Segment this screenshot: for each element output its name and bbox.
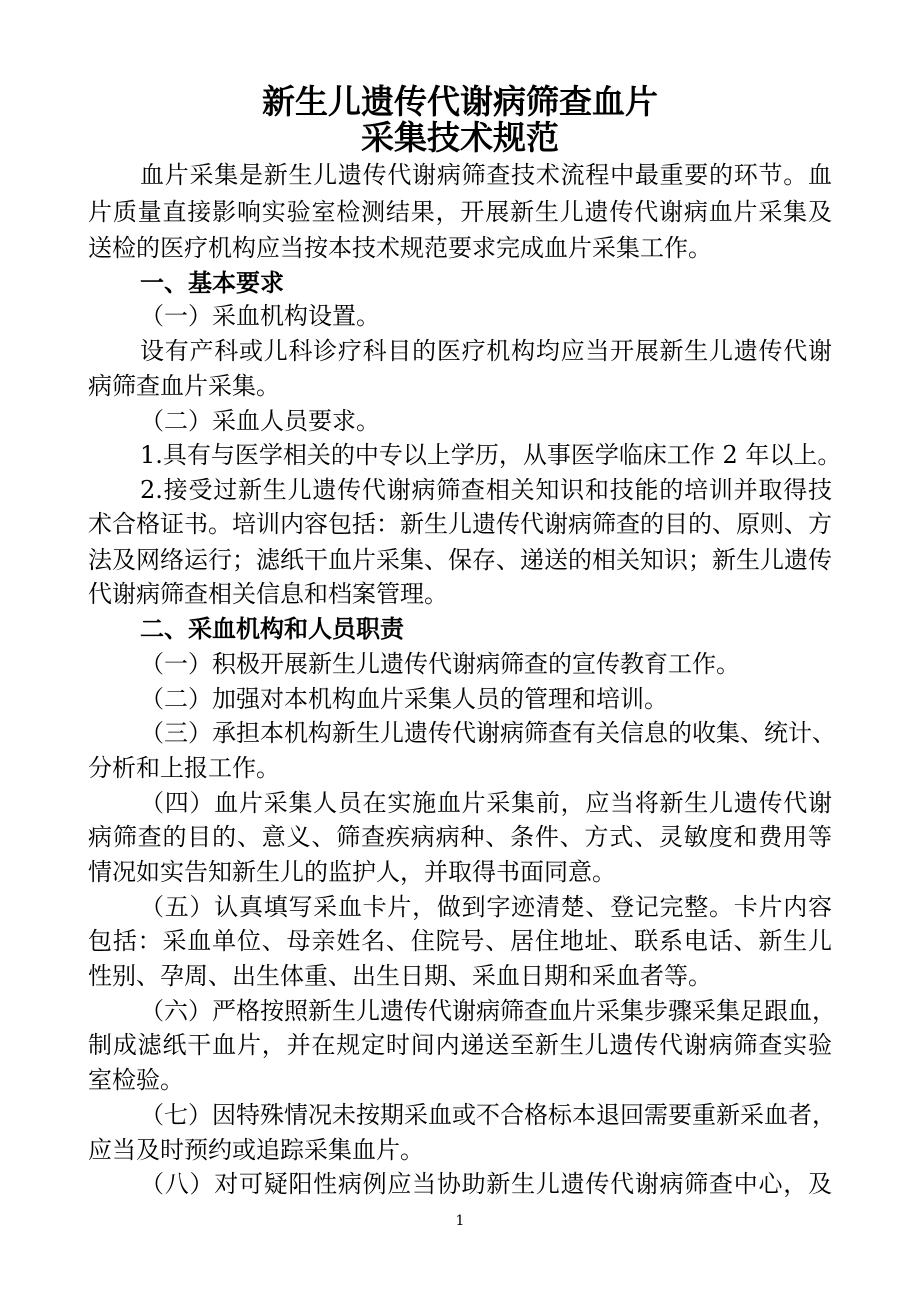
duty-item-5-line-3: 性别、孕周、出生体重、出生日期、采血日期和采血者等。: [88, 962, 712, 990]
duty-item-8-line-1: （八）对可疑阳性病例应当协助新生儿遗传代谢病筛查中心，及: [140, 1170, 832, 1198]
duty-item-4-line-1: （四）血片采集人员在实施血片采集前，应当将新生儿遗传代谢: [140, 789, 832, 817]
section-2-heading: 二、采血机构和人员职责: [140, 615, 404, 643]
duty-item-3-line-1: （三）承担本机构新生儿遗传代谢病筛查有关信息的收集、统计、: [140, 719, 836, 747]
duty-item-6-line-2: 制成滤纸干血片，并在规定时间内递送至新生儿遗传代谢病筛查实验: [88, 1031, 832, 1059]
requirement-item-2-line-2: 术合格证书。培训内容包括：新生儿遗传代谢病筛查的目的、原则、方: [88, 510, 832, 538]
duty-item-6-line-1: （六）严格按照新生儿遗传代谢病筛查血片采集步骤采集足跟血，: [140, 997, 836, 1025]
document-title-line-1: 新生儿遗传代谢病筛查血片: [262, 82, 658, 121]
section-1-heading: 一、基本要求: [140, 269, 284, 297]
duty-item-6-line-3: 室检验。: [88, 1066, 184, 1094]
subsection-1-1-heading: （一）采血机构设置。: [140, 302, 380, 330]
requirement-item-2-line-1: 2.接受过新生儿遗传代谢病筛查相关知识和技能的培训并取得技: [140, 476, 832, 504]
intro-line-1: 血片采集是新生儿遗传代谢病筛查技术流程中最重要的环节。血: [140, 161, 832, 189]
duty-item-5-line-1: （五）认真填写采血卡片，做到字迹清楚、登记完整。卡片内容: [140, 893, 832, 921]
requirement-item-2-line-4: 代谢病筛查相关信息和档案管理。: [88, 580, 448, 608]
page-number: 1: [455, 1213, 465, 1229]
duty-item-2: （二）加强对本机构血片采集人员的管理和培训。: [140, 685, 668, 713]
document-title-line-2: 采集技术规范: [361, 118, 559, 157]
subsection-1-2-heading: （二）采血人员要求。: [140, 407, 380, 435]
duty-item-7-line-2: 应当及时预约或追踪采集血片。: [88, 1136, 424, 1164]
intro-line-3: 送检的医疗机构应当按本技术规范要求完成血片采集工作。: [88, 234, 712, 262]
subsection-1-1-line-1: 设有产科或儿科诊疗科目的医疗机构均应当开展新生儿遗传代谢: [140, 337, 832, 365]
duty-item-7-line-1: （七）因特殊情况未按期采血或不合格标本退回需要重新采血者，: [140, 1101, 836, 1129]
duty-item-1: （一）积极开展新生儿遗传代谢病筛查的宣传教育工作。: [140, 650, 740, 678]
intro-line-2: 片质量直接影响实验室检测结果，开展新生儿遗传代谢病血片采集及: [88, 198, 832, 226]
subsection-1-1-line-2: 病筛查血片采集。: [88, 372, 280, 400]
duty-item-4-line-2: 病筛查的目的、意义、筛查疾病病种、条件、方式、灵敏度和费用等: [88, 823, 832, 851]
duty-item-5-line-2: 包括：采血单位、母亲姓名、住院号、居住地址、联系电话、新生儿: [88, 927, 832, 955]
requirement-item-2-line-3: 法及网络运行；滤纸干血片采集、保存、递送的相关知识；新生儿遗传: [88, 546, 832, 574]
duty-item-4-line-3: 情况如实告知新生儿的监护人，并取得书面同意。: [88, 858, 616, 886]
duty-item-3-line-2: 分析和上报工作。: [88, 754, 280, 782]
requirement-item-1: 1.具有与医学相关的中专以上学历，从事医学临床工作 2 年以上。: [140, 441, 842, 469]
